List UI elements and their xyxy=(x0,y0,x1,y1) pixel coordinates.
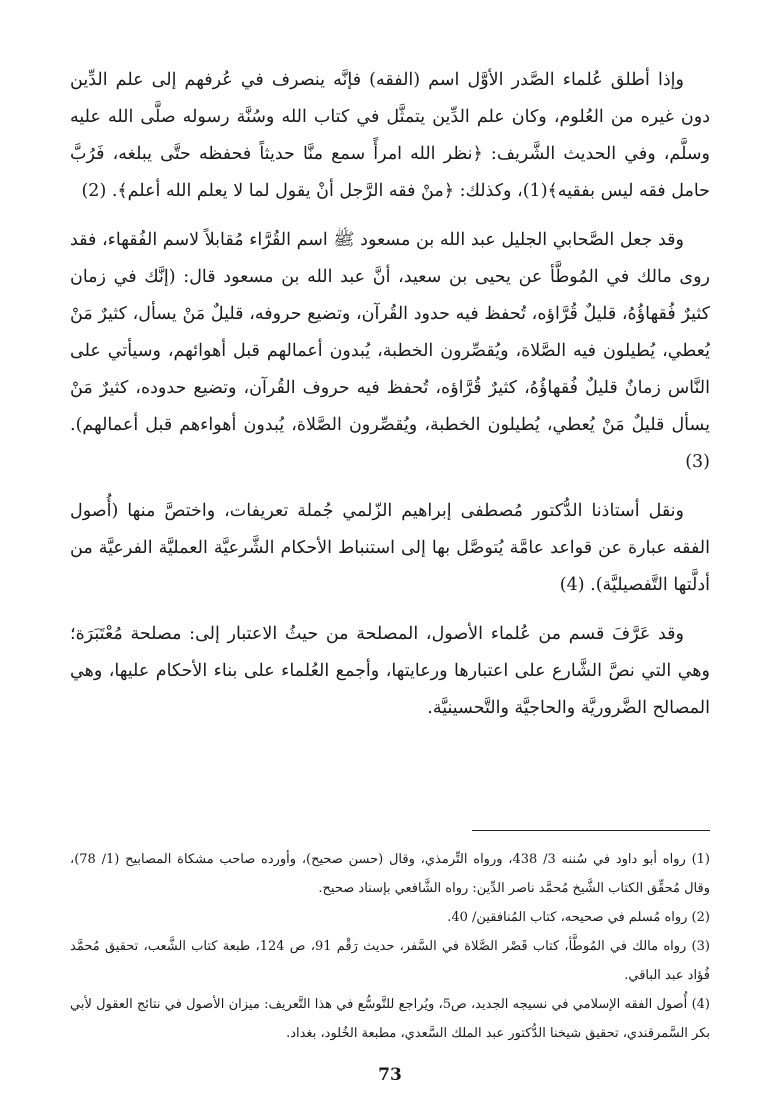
paragraph-4: وقد عَرَّفَ قسم من عُلماء الأصول، المصلحة من حيثُ الاعتبار إلى: مصلحة مُعْتَبَرَة؛ وهي التي نصَّ الشَّارع على اعتبارها ورعايتها، وأجمع العُلماء على بناء الأحكام عليها، وهي المصالح الضَّروريَّة والحاجيَّة والتَّحسينيَّة. xyxy=(70,624,710,718)
paragraph-1: وإذا أطلق عُلماء الصَّدر الأوَّل اسم (الفقه) فإنَّه ينصرف في عُرفهم إلى علم الدِّين دون غيره من العُلوم، وكان علم الدِّين يتمثَّل في كتاب الله وسُنَّة رسوله صلَّى الله عليه وسلَّم، وفي الحديث الشَّريف: ﴿نظر الله امرأً سمع منَّا حديثاً فحفظه حتَّى يبلغه، فَرُبَّ حامل فقه ليس بفقيه﴾(1)، وكذلك: ﴿منْ فقه الرَّجل أنْ يقول لما لا يعلم الله أعلم﴾. (2) xyxy=(70,70,710,201)
footnote-3: (3) رواه مالك في المُوطَّأ، كتاب قَصْر الصَّلاة في السَّفر، حديث رَقْم 91، ص 124، طبعة كتاب الشَّعب، تحقيق مُحمَّد فُؤاد عبد الباقي. xyxy=(70,939,710,983)
paragraph-3: ونقل أستاذنا الدُّكتور مُصطفى إبراهيم الزّلمي جُملة تعريفات، واختصَّ منها (أُصول الفقه عبارة عن قواعد عامَّة يُتوصَّل بها إلى استنباط الأحكام الشَّرعيَّة العمليَّة الفرعيَّة من أدلَّتها التَّفصيليَّة). (4) xyxy=(70,501,710,595)
footnote-4: (4) أُصول الفقه الإسلامي في نسيجه الجديد، ص5، ويُراجع للتَّوسُّع في هذا التَّعريف: ميزان الأصول في نتائج العقول لأبي بكر السَّمرقندي، تحقيق شيخنا الدُّكتور عبد الملك السَّعدي، مطبعة الخُلود، بغداد. xyxy=(70,997,710,1041)
paragraph-2: وقد جعل الصَّحابي الجليل عبد الله بن مسعود ﷺ اسم القُرَّاء مُقابلاً لاسم الفُقهاء، فقد روى مالك في المُوطَّأ عن يحيى بن سعيد، أنَّ عبد الله بن مسعود قال: (إنَّك في زمان كثيرٌ فُقهاؤُهُ، قليلٌ قُرَّاؤه، تُحفظ فيه حدود القُرآن، وتضيع حروفه، قليلٌ مَنْ يسأل، كثيرٌ مَنْ يُعطي، يُطيلون فيه الصَّلاة، ويُقصِّرون الخطبة، يُبدون أعمالهم قبل أهوائهم، وسيأتي على النَّاس زمانٌ قليلٌ فُقهاؤُهُ، كثيرٌ قُرَّاؤه، تُحفظ فيه حروف القُرآن، وتضيع حدوده، كثيرٌ مَنْ يسأل قليلٌ مَنْ يُعطي، يُطيلون الخطبة، ويُقصِّرون الصَّلاة، يُبدون أهواءهم قبل أعمالهم). (3) xyxy=(70,230,710,472)
main-text xyxy=(70,62,710,727)
footnote-1: (1) رواه أبو داود في سُننه 3/ 438، ورواه التِّرمذي، وقال (حسن صحيح)، وأورده صاحب مشكاة المصابيح (1/ 78)، وقال مُحقِّق الكتاب الشَّيخ مُحمَّد ناصر الدِّين: رواه الشَّافعي بإسناد صحيح. xyxy=(70,852,710,896)
footnote-divider xyxy=(472,830,710,831)
book-page xyxy=(70,62,710,1095)
footnote-2: (2) رواه مُسلم في صحيحه، كتاب المُنافقين/ 40. xyxy=(447,910,710,925)
page-number: 73 xyxy=(378,1065,402,1085)
footnotes xyxy=(70,845,710,1048)
